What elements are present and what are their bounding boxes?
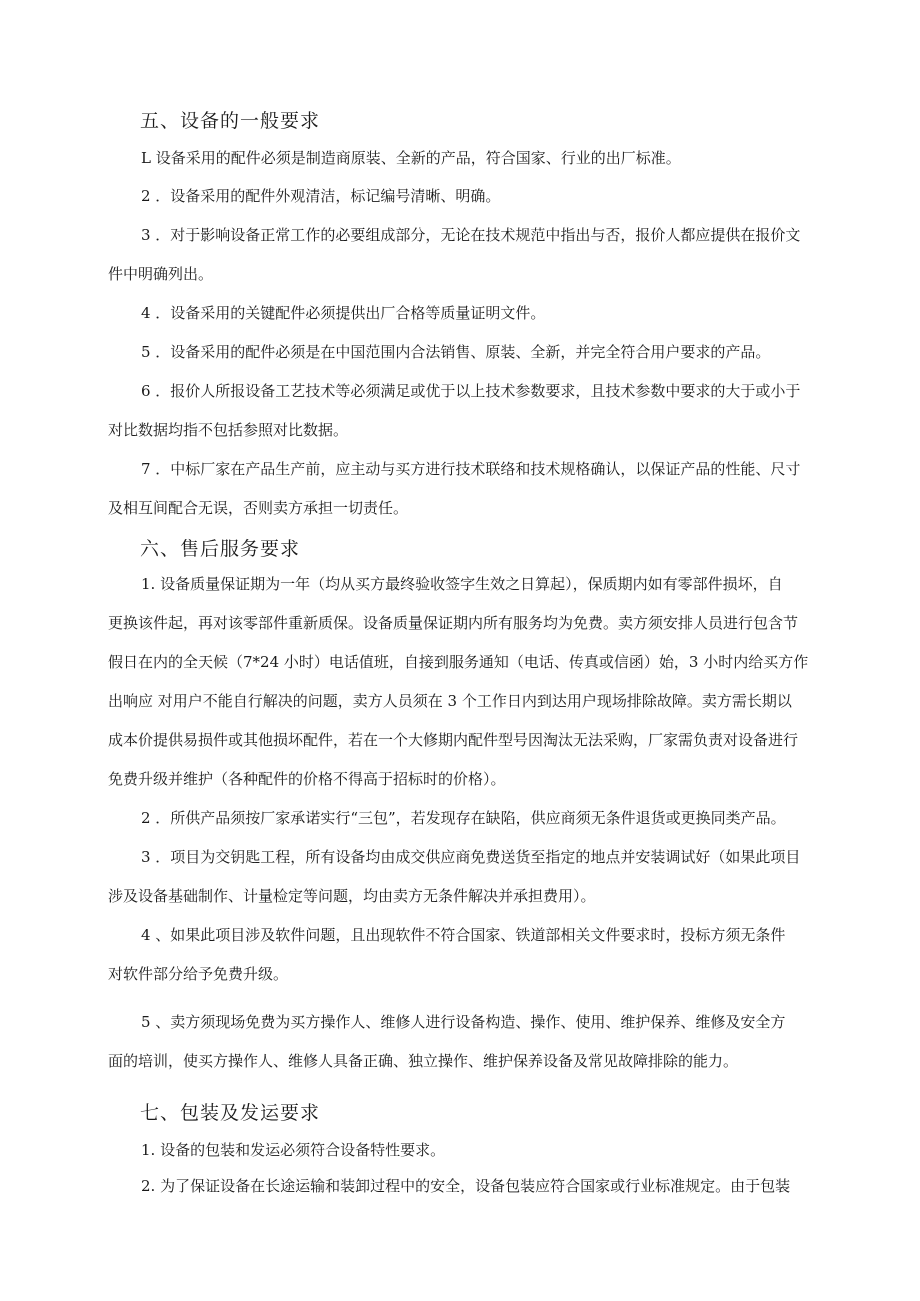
paragraph-line: 1. 设备质量保证期为一年（均从买方最终验收签字生效之日算起），保质期内如有零部件损坏，自 [141, 575, 783, 593]
paragraph-line: 3 ．项目为交钥匙工程，所有设备均由成交供应商免费送货至指定的地点并安装调试好（如果此项目 [141, 848, 801, 866]
section-heading-6: 六、售后服务要求 [140, 538, 301, 560]
paragraph-line: 涉及设备基础制作、计量检定等问题，均由卖方无条件解决并承担费用）。 [108, 887, 596, 905]
paragraph-line: 2 ．设备采用的配件外观清洁，标记编号清晰、明确。 [141, 187, 501, 205]
paragraph-line: 2 ．所供产品须按厂家承诺实行“三包”，若发现存在缺陷，供应商须无条件退货或更换同类产品。 [141, 809, 786, 827]
paragraph-line: 件中明确列出。 [108, 265, 214, 283]
section-heading-5: 五、设备的一般要求 [140, 110, 321, 132]
paragraph-line: 更换该件起，再对该零部件重新质保。设备质量保证期内所有服务均为免费。卖方须安排人员进行包含节 [108, 614, 799, 632]
paragraph-line: 5 、卖方须现场免费为买方操作人、维修人进行设备构造、操作、使用、维护保养、维修及安全方 [141, 1013, 786, 1031]
paragraph-line: 1. 设备的包装和发运必须符合设备特性要求。 [141, 1141, 446, 1159]
paragraph-line: 5 ．设备采用的配件必须是在中国范围内合法销售、原装、全新，并完全符合用户要求的产品。 [141, 343, 771, 361]
paragraph-line: 及相互间配合无误，否则卖方承担一切责任。 [108, 499, 409, 517]
paragraph-line: 对软件部分给予免费升级。 [108, 965, 289, 983]
paragraph-line: L 设备采用的配件必须是制造商原装、全新的产品，符合国家、行业的出厂标准。 [141, 149, 681, 167]
paragraph-line: 7 ．中标厂家在产品生产前，应主动与买方进行技术联络和技术规格确认，以保证产品的性能、尺寸 [141, 460, 801, 478]
paragraph-line: 成本价提供易损件或其他损坏配件，若在一个大修期内配件型号因淘汰无法采购，厂家需负责对设备进行 [108, 731, 799, 749]
paragraph-line: 2. 为了保证设备在长途运输和装卸过程中的安全，设备包装应符合国家或行业标准规定。由于包装 [141, 1177, 791, 1195]
paragraph-line: 4 ．设备采用的关键配件必须提供出厂合格等质量证明文件。 [141, 304, 546, 322]
paragraph-line: 免费升级并维护（各种配件的价格不得高于招标时的价格）。 [108, 770, 506, 788]
paragraph-line: 4 、如果此项目涉及软件问题，且出现软件不符合国家、铁道部相关文件要求时，投标方须无条件 [141, 926, 786, 944]
paragraph-line: 面的培训，使买方操作人、维修人具备正确、独立操作、维护保养设备及常见故障排除的能力。 [108, 1052, 739, 1070]
paragraph-line: 6 ．报价人所报设备工艺技术等必须满足或优于以上技术参数要求，且技术参数中要求的大于或小于 [141, 382, 801, 400]
section-heading-7: 七、包装及发运要求 [140, 1102, 321, 1124]
paragraph-line: 3 ．对于影响设备正常工作的必要组成部分，无论在技术规范中指出与否，报价人都应提供在报价文 [141, 226, 801, 244]
paragraph-line: 假日在内的全天候（7*24 小时）电话值班，自接到服务通知（电话、传真或信函）始，3 小时内给买方作 [108, 653, 809, 671]
paragraph-line: 出响应 对用户不能自行解决的问题，卖方人员须在 3 个工作日内到达用户现场排除故障。卖方需长期以 [108, 692, 792, 710]
paragraph-line: 对比数据均指不包括参照对比数据。 [108, 421, 349, 439]
